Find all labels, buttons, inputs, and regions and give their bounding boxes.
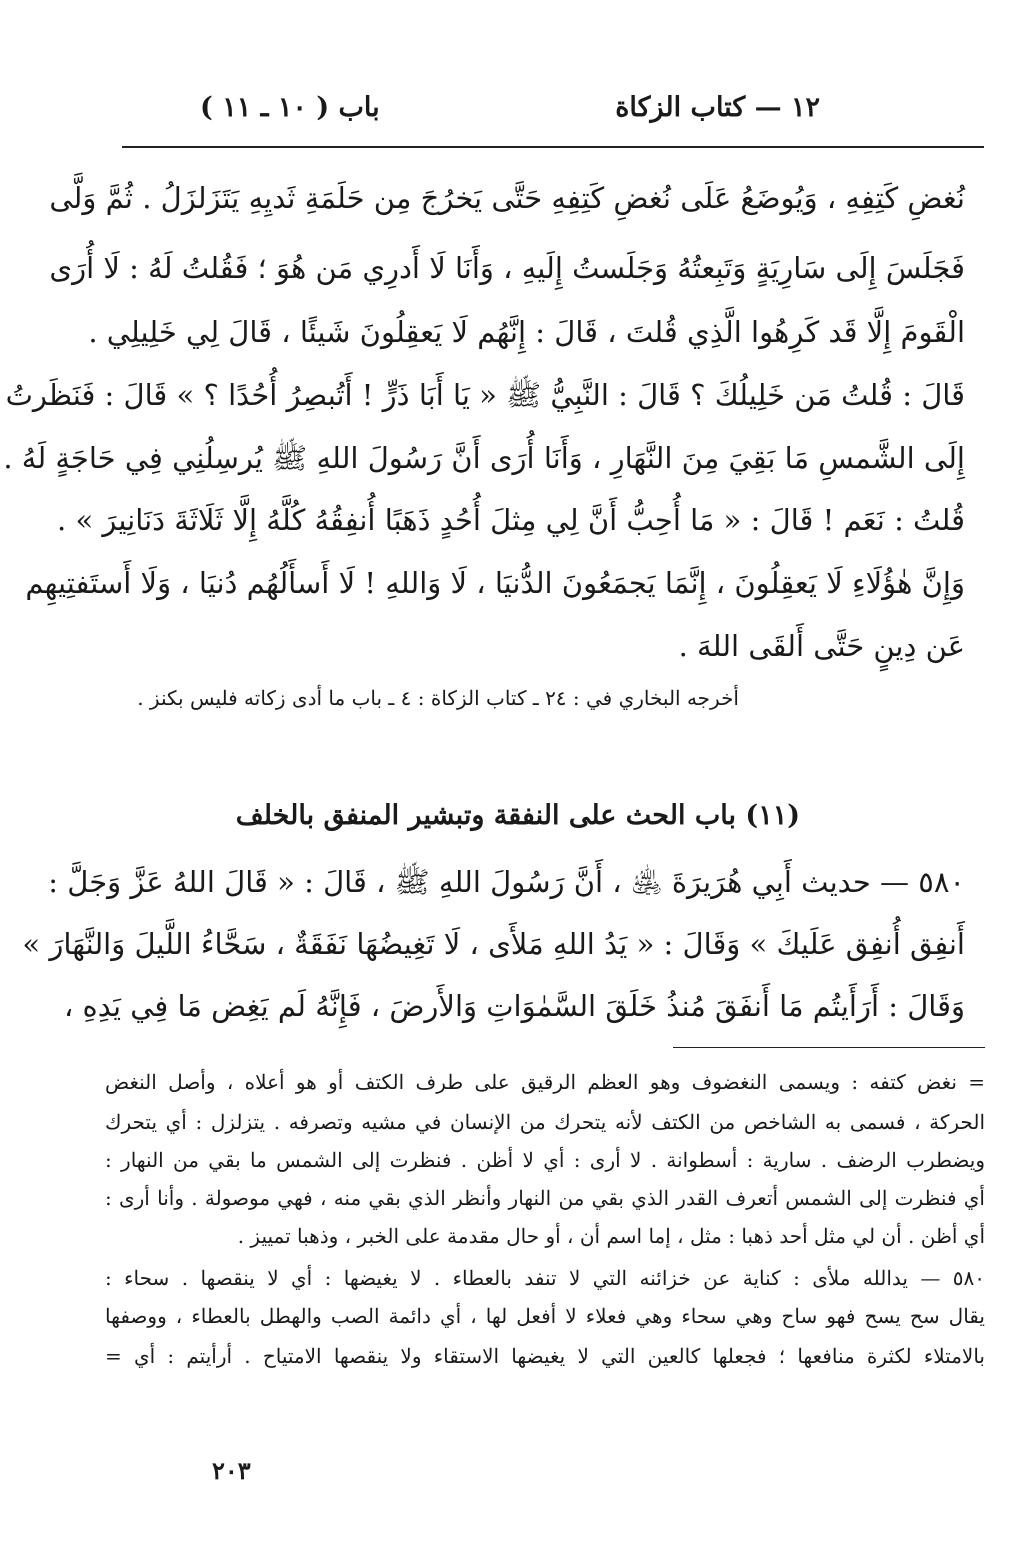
footnote-line: أي فنظرت إلى الشمس أتعرف القدر الذي بقي من النهار وأنظر الذي بقي منه ، فهي موصولة . وأنا أرى : (105, 1186, 985, 1210)
footnote-line: ويضطرب الرضف . سارية : أسطوانة . لا أرى : أي لا أظن . فنظرت إلى الشمس ما بقي من النهار : (105, 1148, 985, 1172)
footnote-rule (673, 1047, 985, 1048)
footnote-line: ٥٨٠ — يدالله ملأى : كناية عن خزائنه التي لا تنفد بالعطاء . لا يغيضها : أي لا ينقصها . سحاء : (105, 1266, 985, 1290)
chapter-reference: ( ١٠ ـ ١١ ) باب (200, 92, 380, 123)
book-title: ١٢ — كتاب الزكاة (615, 92, 820, 123)
body-line: فَجَلَسَ إِلَى سَارِيَةٍ وَتَبِعتُهُ وَجَلَستُ إِلَيهِ ، وَأَنَا لَا أَدرِي مَن هُوَ ؛ فَقُلتُ لَهُ : لَا أُرَى (49, 251, 965, 285)
hadith-line: ٥٨٠ — حديث أَبِي هُرَيرَةَ ﵁ ، أَنَّ رَسُولَ اللهِ ﷺ ، قَالَ : « قَالَ اللهُ عَزَّ وَجَلَّ : (48, 865, 965, 899)
footnote-line: أي أظن . أن لي مثل أحد ذهبا : مثل ، إما اسم أن ، أو حال مقدمة على الخبر ، وذهبا تمييز . (237, 1224, 985, 1248)
hadith-line: وَقَالَ : أَرَأَيتُم مَا أَنفَقَ مُنذُ خَلَقَ السَّمٰوَاتِ وَالأَرضَ ، فَإِنَّهُ لَم يَغِض مَا فِي يَدِهِ ، (63, 989, 965, 1023)
footnote-line: بالامتلاء لكثرة منافعها ؛ فجعلها كالعين التي لا يغيضها الاستقاء ولا ينقصها الامتياح . أرأيتم : أي = (105, 1344, 985, 1368)
footnote-line: الحركة ، فسمى به الشاخص من الكتف لأنه يتحرك من الإنسان في مشيه وتصرفه . يتزلزل : أي يتحرك (105, 1110, 985, 1134)
footnote-line: = نغض كتفه : ويسمى النغضوف وهو العظم الرقيق على طرف الكتف أو هو أعلاه ، وأصل النغض (105, 1070, 985, 1094)
page-number: ٢٠٣ (212, 1456, 251, 1485)
running-header (200, 92, 820, 132)
header-rule (122, 146, 984, 148)
hadith-line: أَنفِق أُنفِق عَلَيكَ » وَقَالَ : « يَدُ اللهِ مَلأَى ، لَا تَغِيضُهَا نَفَقَةٌ ، سَحَّاءُ اللَّيلَ وَالنَّهَارَ » (22, 927, 965, 961)
body-line: قَالَ : قُلتُ مَن خَلِيلُكَ ؟ قَالَ : النَّبِيُّ ﷺ « يَا أَبَا ذَرٍّ ! أَتُبصِرُ أُحُدًا ؟ » قَالَ : فَنَظَرتُ (5, 378, 965, 412)
body-line: قُلتُ : نَعَم ! قَالَ : « مَا أُحِبُّ أَنَّ لِي مِثلَ أُحُدٍ ذَهَبًا أُنفِقُهُ كُلَّهُ إِلَّا ثَلَاثَةَ دَنَانِيرَ » . (57, 503, 965, 537)
body-line: عَن دِينٍ حَتَّى أَلقَى اللهَ . (678, 629, 965, 663)
hadith-reference: أخرجه البخاري في : ٢٤ ـ كتاب الزكاة : ٤ ـ باب ما أدى زكاته فليس بكنز . (137, 686, 739, 710)
footnote-line: يقال سح يسح فهو ساح وهي سحاء وهي فعلاء لا أفعل لها ، أي دائمة الصب والهطل بالعطاء ، ووصفها (105, 1304, 985, 1328)
body-line: وَإِنَّ هٰؤُلَاءِ لَا يَعقِلُونَ ، إِنَّمَا يَجمَعُونَ الدُّنيَا ، لَا وَاللهِ ! لَا أَسأَلُهُم دُنيَا ، وَلَا أَستَفتِيهِم (25, 566, 965, 600)
section-heading: (١١) باب الحث على النفقة وتبشير المنفق بالخلف (235, 800, 800, 831)
body-line: إِلَى الشَّمسِ مَا بَقِيَ مِنَ النَّهَارِ ، وَأَنَا أُرَى أَنَّ رَسُولَ اللهِ ﷺ يُرسِلُنِي فِي حَاجَةٍ لَهُ . (3, 441, 965, 475)
body-line: الْقَومَ إِلَّا قَد كَرِهُوا الَّذِي قُلتَ ، قَالَ : إِنَّهُم لَا يَعقِلُونَ شَيئًا ، قَالَ لِي خَلِيلِي . (88, 315, 965, 349)
body-line: نُغضِ كَتِفِهِ ، وَيُوضَعُ عَلَى نُغضِ كَتِفِهِ حَتَّى يَخرُجَ مِن حَلَمَةِ ثَديِهِ يَتَزَلزَلُ . ثُمَّ وَلَّى (49, 181, 965, 215)
